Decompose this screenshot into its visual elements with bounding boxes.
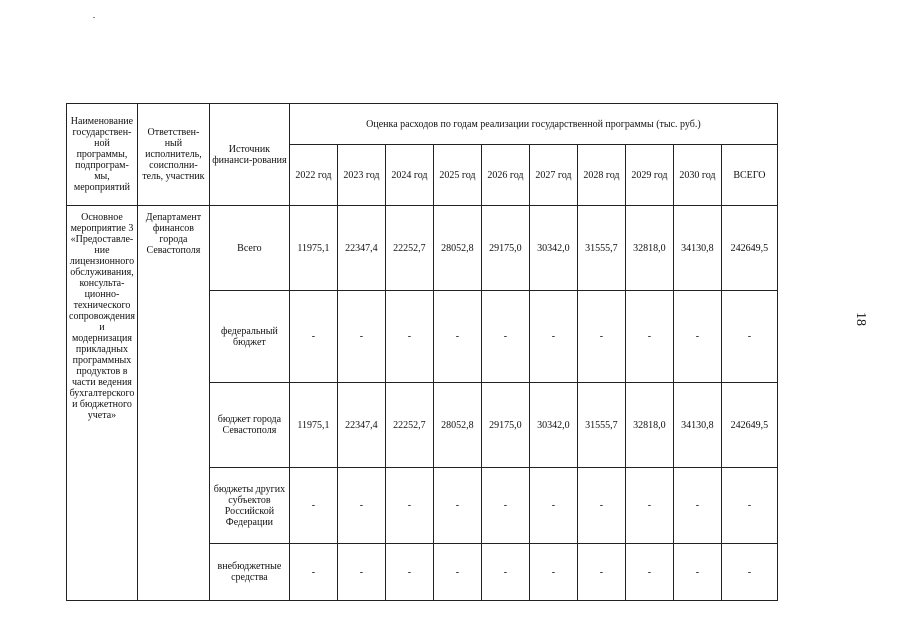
header-year: 2029 год [625,145,673,206]
header-year: 2022 год [289,145,337,206]
source-cell: внебюджетные средства [209,544,289,601]
header-year: 2024 год [385,145,433,206]
value-cell: - [625,468,673,544]
header-row-main [67,104,778,145]
value-cell: 11975,1 [289,383,337,468]
value-cell: 11975,1 [289,206,337,291]
expense-table [66,103,778,601]
expense-table-container [66,103,778,601]
value-cell: - [337,544,385,601]
source-cell: бюджет города Севастополя [209,383,289,468]
value-cell: 30342,0 [529,206,577,291]
value-cell: 34130,8 [673,206,721,291]
value-cell: - [481,544,529,601]
value-cell: - [625,544,673,601]
value-cell: - [577,291,625,383]
value-cell: 32818,0 [625,206,673,291]
value-cell: 31555,7 [577,383,625,468]
header-executor: Ответствен-ный исполнитель, соисполни-тель, участник [137,104,209,206]
value-cell: 32818,0 [625,383,673,468]
value-cell: 31555,7 [577,206,625,291]
source-cell: бюджеты других субъектов Российской Федерации [209,468,289,544]
value-cell: - [385,544,433,601]
value-cell: - [385,468,433,544]
value-cell: 242649,5 [721,206,777,291]
table-row [67,206,778,291]
value-cell: - [625,291,673,383]
scan-speck [93,17,95,18]
measure-name: Основное мероприятие 3 «Предоставле-ние лицензионного обслуживания, консульта-ционно-технического сопровождения и модернизация прикладных программных продуктов в части ведения бухгалтерского и бюджетного учета» [67,206,138,601]
header-year: 2028 год [577,145,625,206]
value-cell: 30342,0 [529,383,577,468]
value-cell: - [529,544,577,601]
header-year: 2027 год [529,145,577,206]
value-cell: 29175,0 [481,206,529,291]
page-number: 18 [853,312,868,326]
source-cell: Всего [209,206,289,291]
value-cell: - [673,544,721,601]
value-cell: - [289,544,337,601]
value-cell: - [721,468,777,544]
header-year: 2030 год [673,145,721,206]
source-cell: федеральный бюджет [209,291,289,383]
value-cell: 34130,8 [673,383,721,468]
header-name: Наименование государствен-ной программы, подпрограм-мы, мероприятий [67,104,138,206]
value-cell: - [289,468,337,544]
value-cell: 28052,8 [433,206,481,291]
executor-name: Департамент финансов города Севастополя [137,206,209,601]
value-cell: 22252,7 [385,383,433,468]
value-cell: - [385,291,433,383]
value-cell: - [721,544,777,601]
header-source: Источник финанси-рования [209,104,289,206]
value-cell: - [433,468,481,544]
value-cell: - [673,291,721,383]
value-cell: - [337,291,385,383]
value-cell: - [433,291,481,383]
value-cell: - [433,544,481,601]
value-cell: 29175,0 [481,383,529,468]
value-cell: - [673,468,721,544]
value-cell: - [337,468,385,544]
value-cell: - [529,468,577,544]
value-cell: 242649,5 [721,383,777,468]
value-cell: - [529,291,577,383]
header-estimate: Оценка расходов по годам реализации государственной программы (тыс. руб.) [289,104,777,145]
value-cell: - [481,291,529,383]
value-cell: - [577,468,625,544]
header-total: ВСЕГО [721,145,777,206]
value-cell: - [577,544,625,601]
value-cell: - [289,291,337,383]
value-cell: 22347,4 [337,206,385,291]
header-year: 2023 год [337,145,385,206]
header-year: 2026 год [481,145,529,206]
header-year: 2025 год [433,145,481,206]
value-cell: 28052,8 [433,383,481,468]
value-cell: - [481,468,529,544]
value-cell: - [721,291,777,383]
value-cell: 22252,7 [385,206,433,291]
value-cell: 22347,4 [337,383,385,468]
